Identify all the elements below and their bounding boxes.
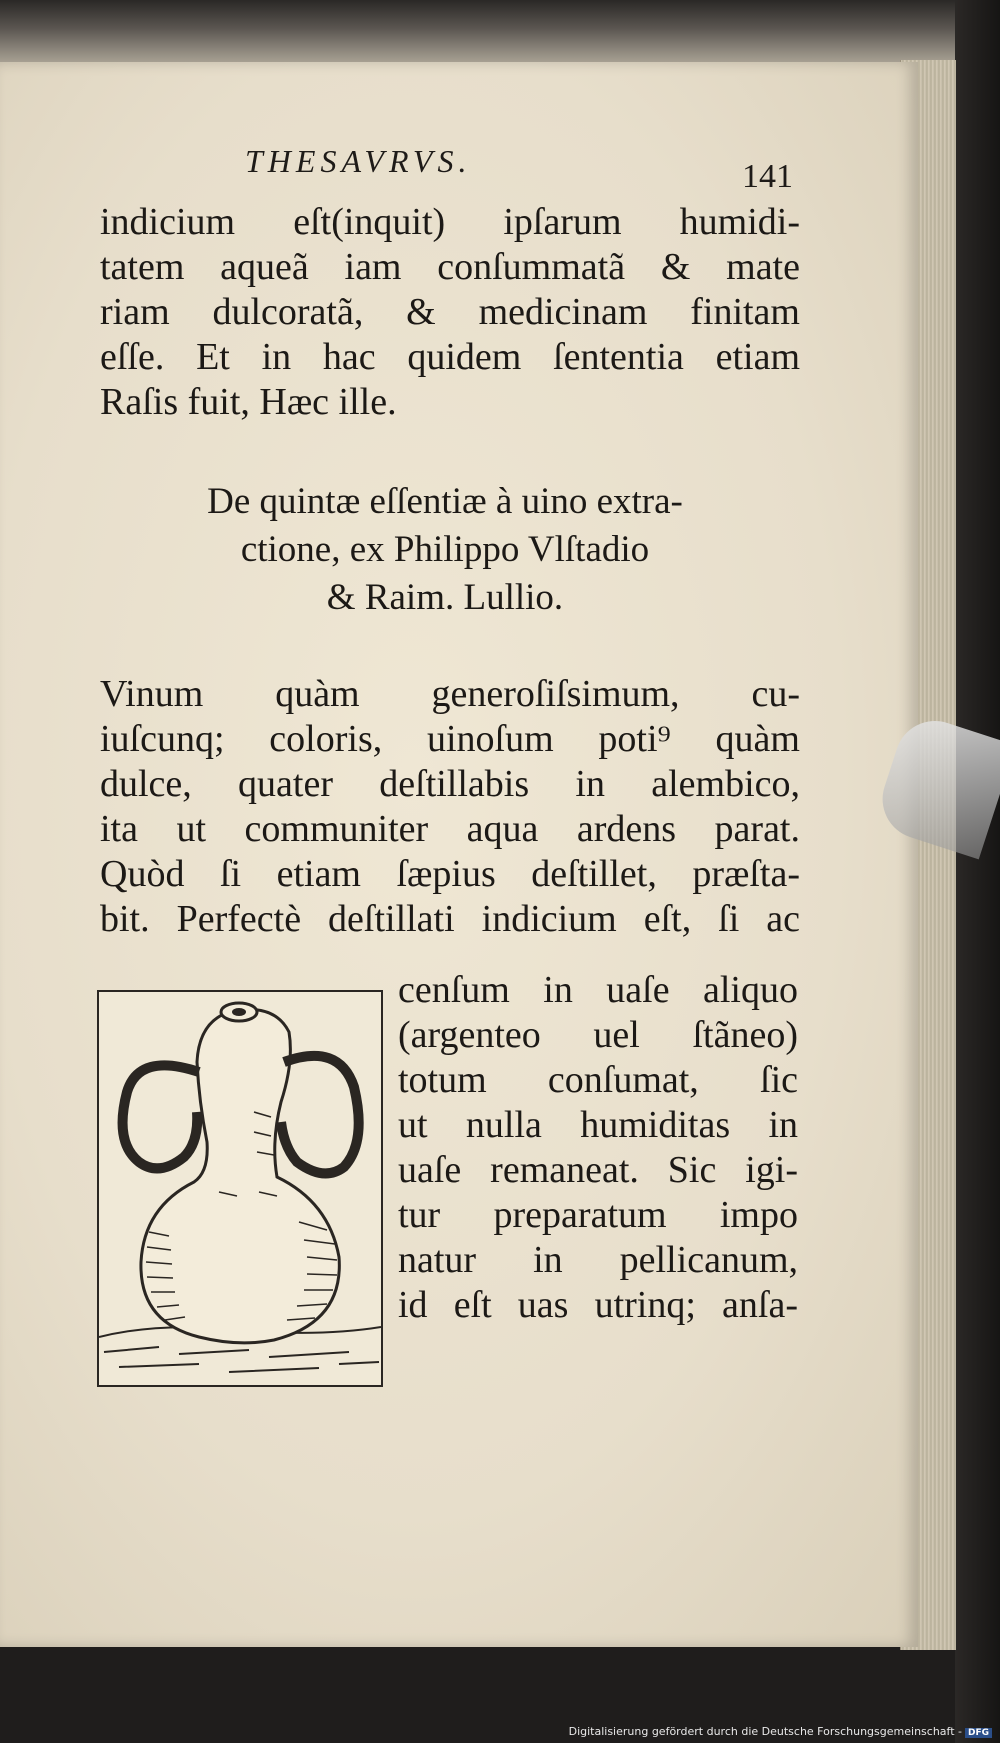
footer-credit-text: Digitalisierung gefördert durch die Deutsche Forschungsgemeinschaft -	[568, 1725, 962, 1738]
running-head: THESAVRVS.	[245, 143, 472, 179]
heading-line: ctione, ex Philippo Vlſtadio	[240, 529, 650, 570]
text-line: indicium eſt(inquit) ipſarum humidi-	[100, 201, 800, 243]
pelican-vessel-illustration	[99, 992, 381, 1385]
pelican-vessel-woodcut	[97, 990, 383, 1387]
text-line: eſſe. Et in hac quidem ſententia etiam	[100, 336, 800, 378]
paragraph-2-beside-figure	[398, 968, 798, 1328]
book-top-edge	[0, 0, 960, 70]
paragraph-2	[100, 672, 800, 942]
book-cover	[955, 0, 1000, 1743]
text-line: tatem aqueã iam conſummatã & mate	[100, 246, 800, 288]
text-line: natur in pellicanum,	[398, 1239, 798, 1281]
text-line: iuſcunq; coloris, uinoſum poti⁹ quàm	[100, 718, 800, 760]
text-line: (argenteo uel ſtãneo)	[398, 1014, 798, 1056]
text-line: tur preparatum impo	[398, 1194, 798, 1236]
text-line: uaſe remaneat. Sic igi-	[398, 1149, 798, 1191]
text-line: dulce, quater deſtillabis in alembico,	[100, 763, 800, 805]
text-line: ut nulla humiditas in	[398, 1104, 798, 1146]
dfg-logo: DFG	[965, 1728, 992, 1738]
footer-credit	[569, 1725, 992, 1738]
text-line: Raſis fuit, Hæc ille.	[100, 381, 397, 423]
text-line: id eſt uas utrinq; anſa-	[398, 1284, 798, 1326]
heading-line: De quintæ eſſentiæ à uino extra-	[207, 481, 683, 522]
text-line: totum conſumat, ſic	[398, 1059, 798, 1101]
text-line: Vinum quàm generoſiſsimum, cu-	[100, 673, 800, 715]
text-line: ita ut communiter aqua ardens parat.	[100, 808, 800, 850]
heading-line: & Raim. Lullio.	[326, 577, 564, 618]
text-line: bit. Perfectè deſtillati indicium eſt, ſi ac	[100, 898, 800, 940]
paragraph-1	[100, 200, 800, 425]
text-line: cenſum in uaſe aliquo	[398, 969, 798, 1011]
page-number: 141	[742, 158, 793, 195]
text-line: Quòd ſi etiam ſæpius deſtillet, præſta-	[100, 853, 800, 895]
text-line: riam dulcoratã, & medicinam finitam	[100, 291, 800, 333]
section-heading	[120, 478, 770, 622]
